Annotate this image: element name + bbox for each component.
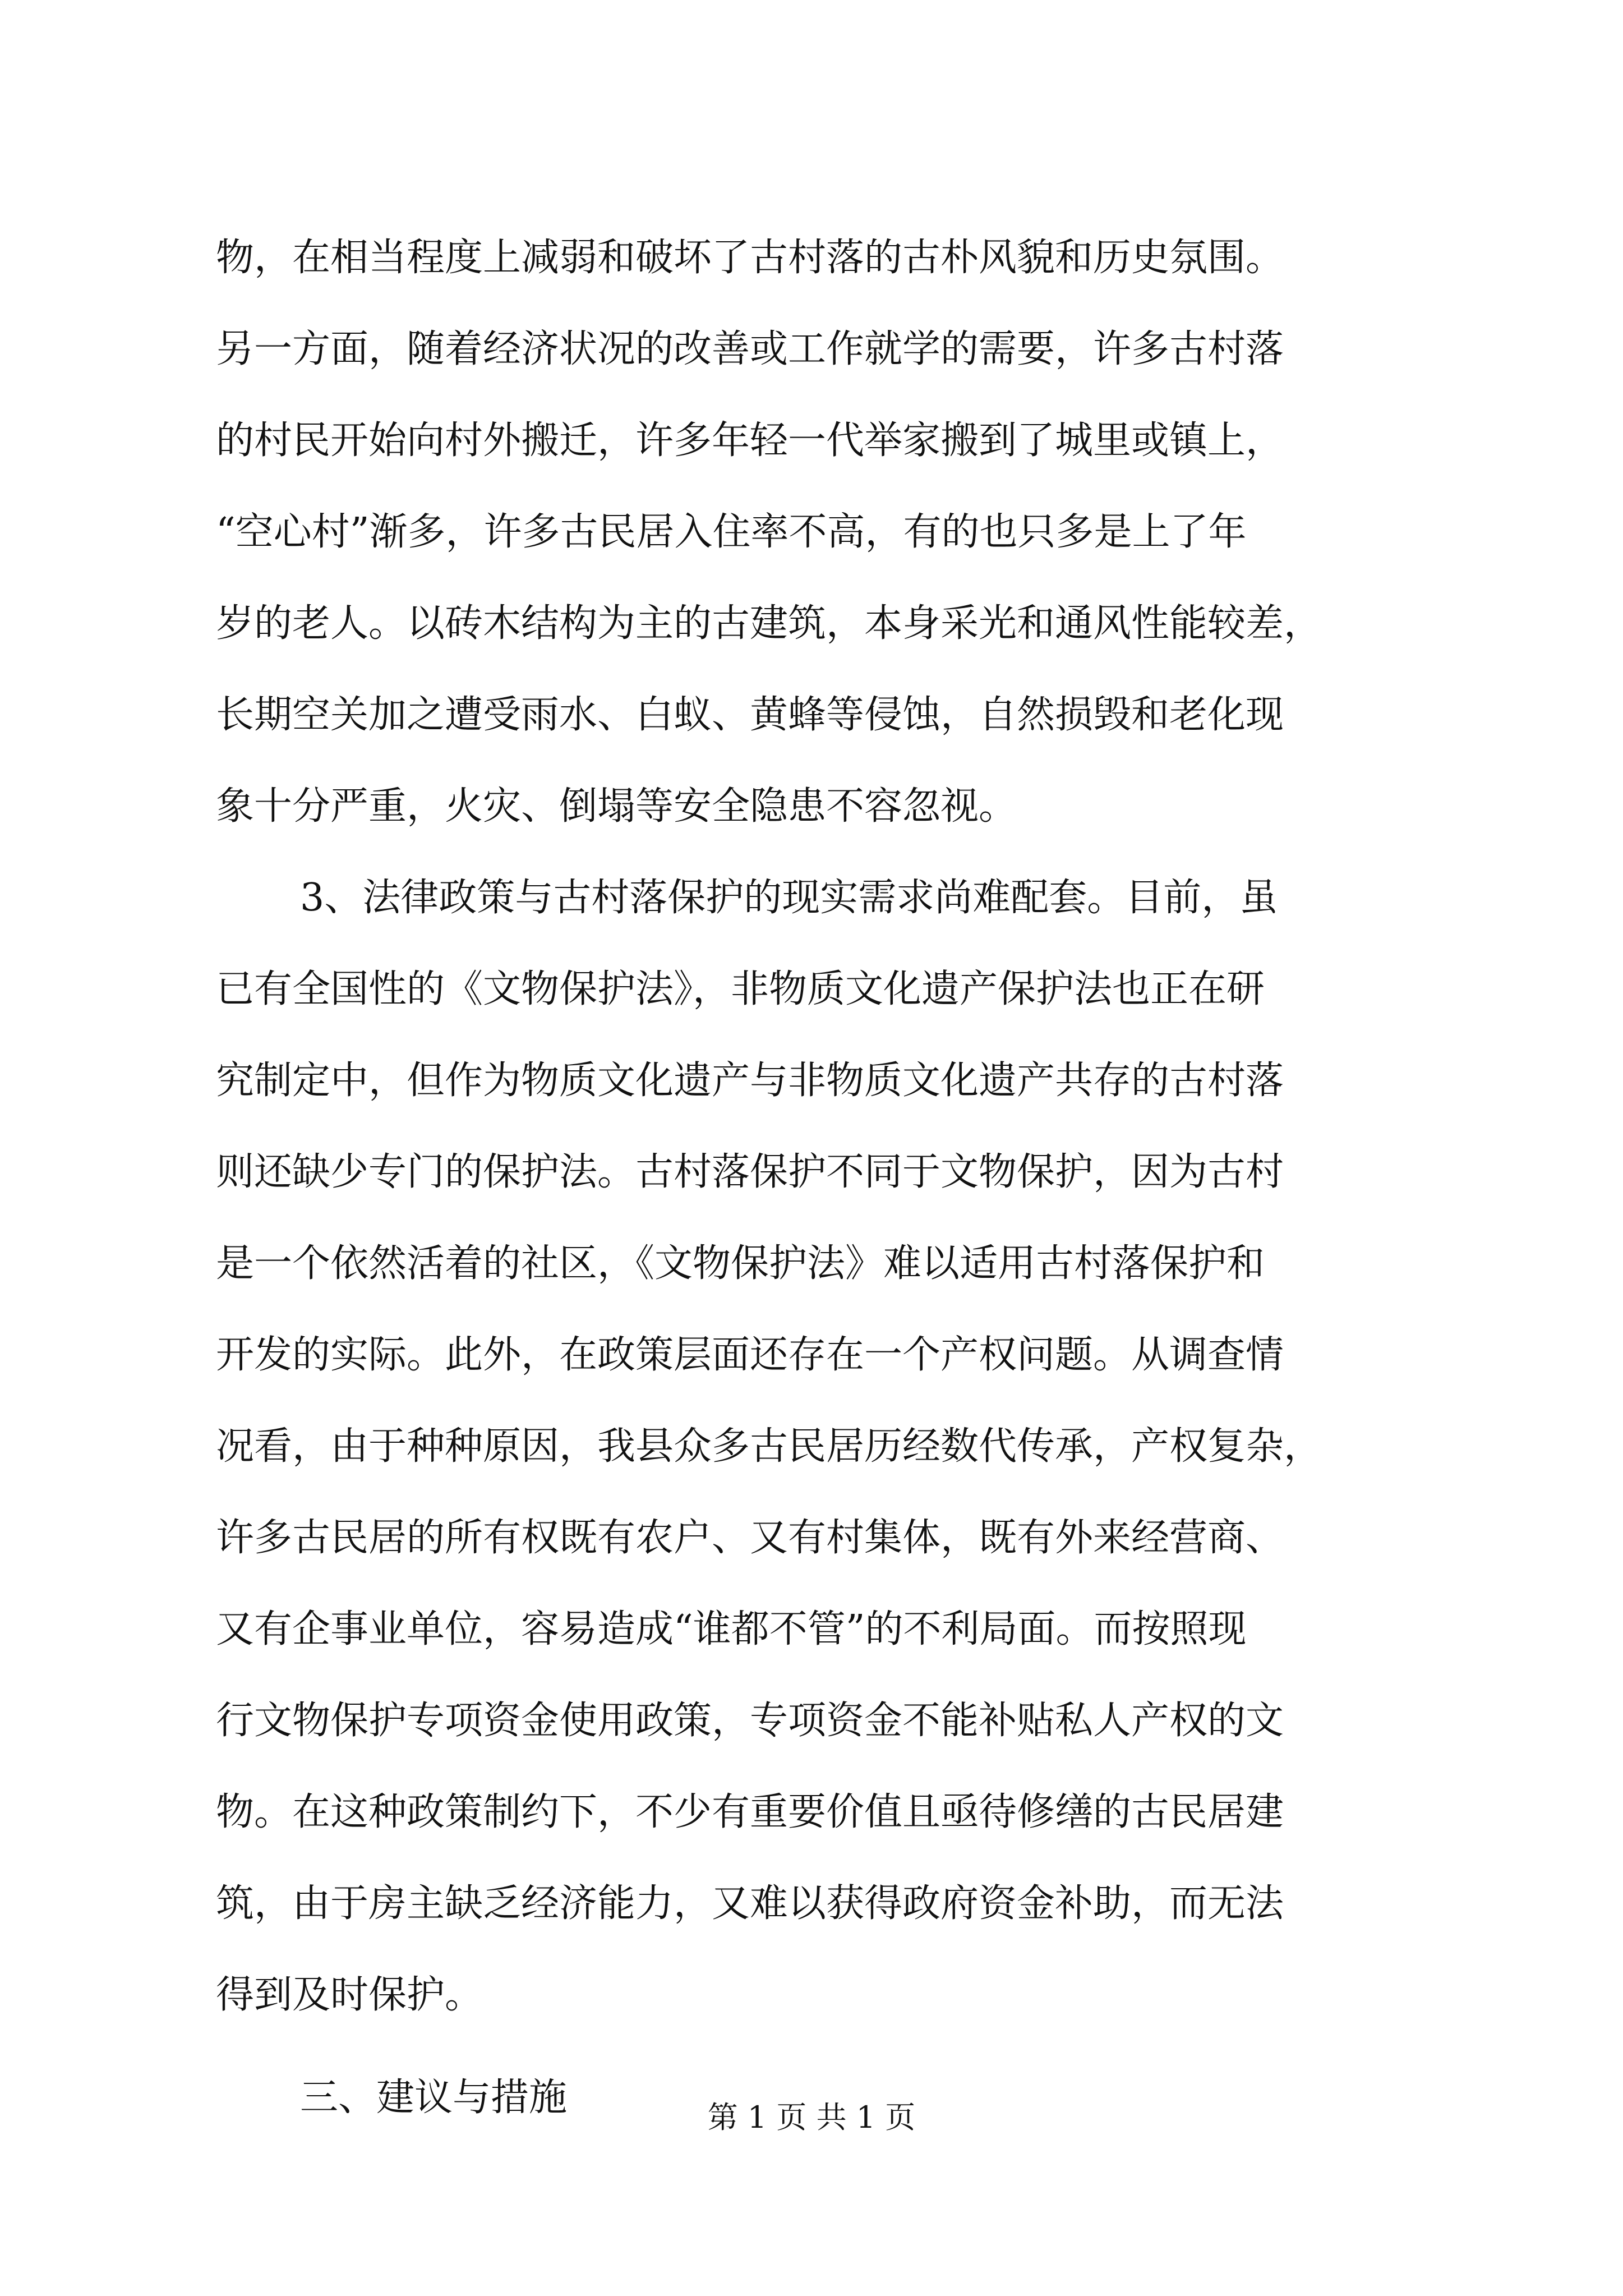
paragraph-1-line: 岁的老人。以砖木结构为主的古建筑，本身采光和通风性能较差，: [216, 601, 1322, 646]
paragraph-2-line: 筑，由于房主缺乏经济能力，又难以获得政府资金补助，而无法: [216, 1881, 1284, 1926]
paragraph-2: [216, 852, 1422, 2041]
paragraph-1-line: 象十分严重，火灾、倒塌等安全隐患不容忽视。: [216, 784, 1017, 829]
paragraph-2-line: 已有全国性的《文物保护法》，非物质文化遗产保护法也正在研: [216, 967, 1265, 1011]
paragraph-2-line: 是一个依然活着的社区，《文物保护法》难以适用古村落保护和: [216, 1241, 1265, 1286]
paragraph-2-line: 究制定中，但作为物质文化遗产与非物质文化遗产共存的古村落: [216, 1059, 1284, 1103]
paragraph-2-line: 则还缺少专门的保护法。古村落保护不同于文物保护，因为古村: [216, 1150, 1284, 1194]
paragraph-1-line: 的村民开始向村外搬迁，许多年轻一代举家搬到了城里或镇上，: [216, 418, 1284, 463]
paragraph-2-line: 得到及时保护。: [216, 1973, 483, 2017]
section-heading: 三、建议与措施: [300, 2076, 568, 2120]
paragraph-2-line: 又有企事业单位，容易造成“谁都不管”的不利局面。而按照现: [216, 1607, 1247, 1651]
paragraph-2-line: 况看，由于种种原因，我县众多古民居历经数代传承，产权复杂，: [216, 1424, 1322, 1469]
paragraph-1: [216, 212, 1422, 852]
paragraph-2-line: 许多古民居的所有权既有农户、又有村集体，既有外来经营商、: [216, 1516, 1284, 1560]
paragraph-2-line: 开发的实际。此外，在政策层面还存在一个产权问题。从调查情: [216, 1333, 1284, 1377]
paragraph-1-line: “空心村”渐多，许多古民居入住率不高，有的也只多是上了年: [216, 510, 1247, 554]
paragraph-1-line: 另一方面，随着经济状况的改善或工作就学的需要，许多古村落: [216, 327, 1284, 371]
paragraph-2-line: 物。在这种政策制约下，不少有重要价值且亟待修缮的古民居建: [216, 1790, 1284, 1834]
document-body: [216, 212, 1422, 2143]
page-footer: 第 1 页 共 1 页: [707, 2100, 916, 2135]
paragraph-2-line: 行文物保护专项资金使用政策，专项资金不能补贴私人产权的文: [216, 1699, 1284, 1743]
paragraph-1-line: 物，在相当程度上减弱和破坏了古村落的古朴风貌和历史氛围。: [216, 236, 1284, 280]
paragraph-1-line: 长期空关加之遭受雨水、白蚁、黄蜂等侵蚀，自然损毁和老化现: [216, 693, 1284, 737]
paragraph-2-line: 3、法律政策与古村落保护的现实需求尚难配套。目前，虽: [300, 876, 1278, 920]
